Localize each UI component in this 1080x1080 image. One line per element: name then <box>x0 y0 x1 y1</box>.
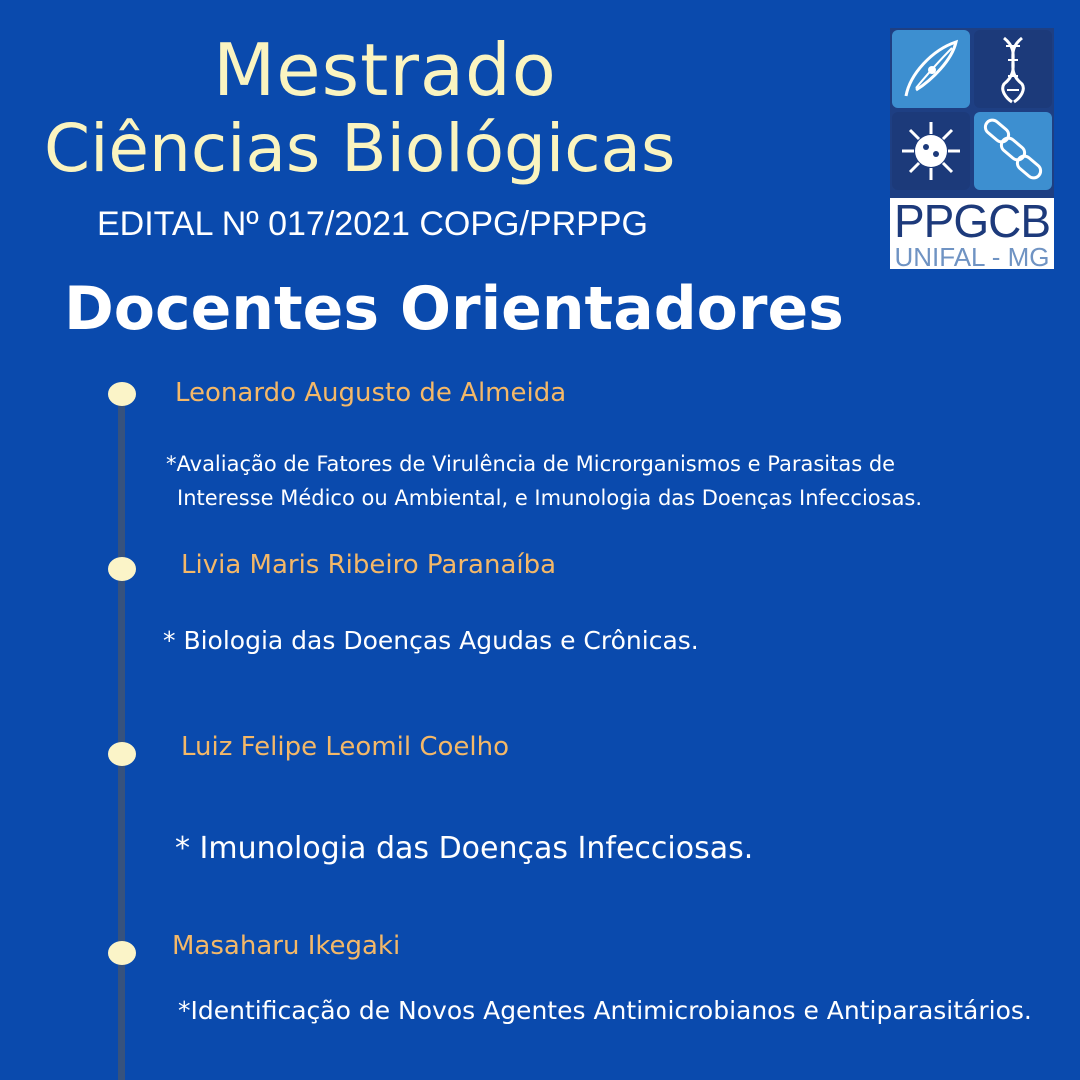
edital-label: EDITAL Nº 017/2021 COPG/PRPPG <box>97 205 648 243</box>
docente-desc-line: Interesse Médico ou Ambiental, e Imunologia das Doenças Infecciosas. <box>177 486 923 510</box>
timeline-dot <box>108 382 136 406</box>
timeline-line <box>118 395 125 1080</box>
docente-desc <box>166 447 922 515</box>
chain-icon <box>974 112 1052 190</box>
logo-text-sub: UNIFAL - MG <box>894 242 1050 272</box>
section-heading: Docentes Orientadores <box>64 274 844 344</box>
docente-desc-line: *Avaliação de Fatores de Virulência de Microrganismos e Parasitas de <box>166 452 896 476</box>
docente-desc: *Identificação de Novos Agentes Antimicrobianos e Antiparasitários. <box>178 996 1032 1025</box>
dna-icon <box>974 30 1052 108</box>
timeline-dot <box>108 742 136 766</box>
docente-name: Leonardo Augusto de Almeida <box>175 378 567 408</box>
timeline-dot <box>108 941 136 965</box>
docente-name: Masaharu Ikegaki <box>172 931 401 961</box>
parasite-icon <box>892 30 970 108</box>
timeline-dot <box>108 557 136 581</box>
title-line-1: Mestrado <box>213 28 557 112</box>
logo-text-main: PPGCB <box>893 195 1051 247</box>
docente-desc: * Biologia das Doenças Agudas e Crônicas. <box>163 626 699 655</box>
ppgcb-logo <box>890 28 1054 272</box>
title-line-2: Ciências Biológicas <box>44 110 676 187</box>
virus-icon <box>892 112 970 190</box>
docente-name: Livia Maris Ribeiro Paranaíba <box>181 550 557 580</box>
docente-name: Luiz Felipe Leomil Coelho <box>181 732 510 762</box>
docente-desc: * Imunologia das Doenças Infecciosas. <box>175 831 754 866</box>
